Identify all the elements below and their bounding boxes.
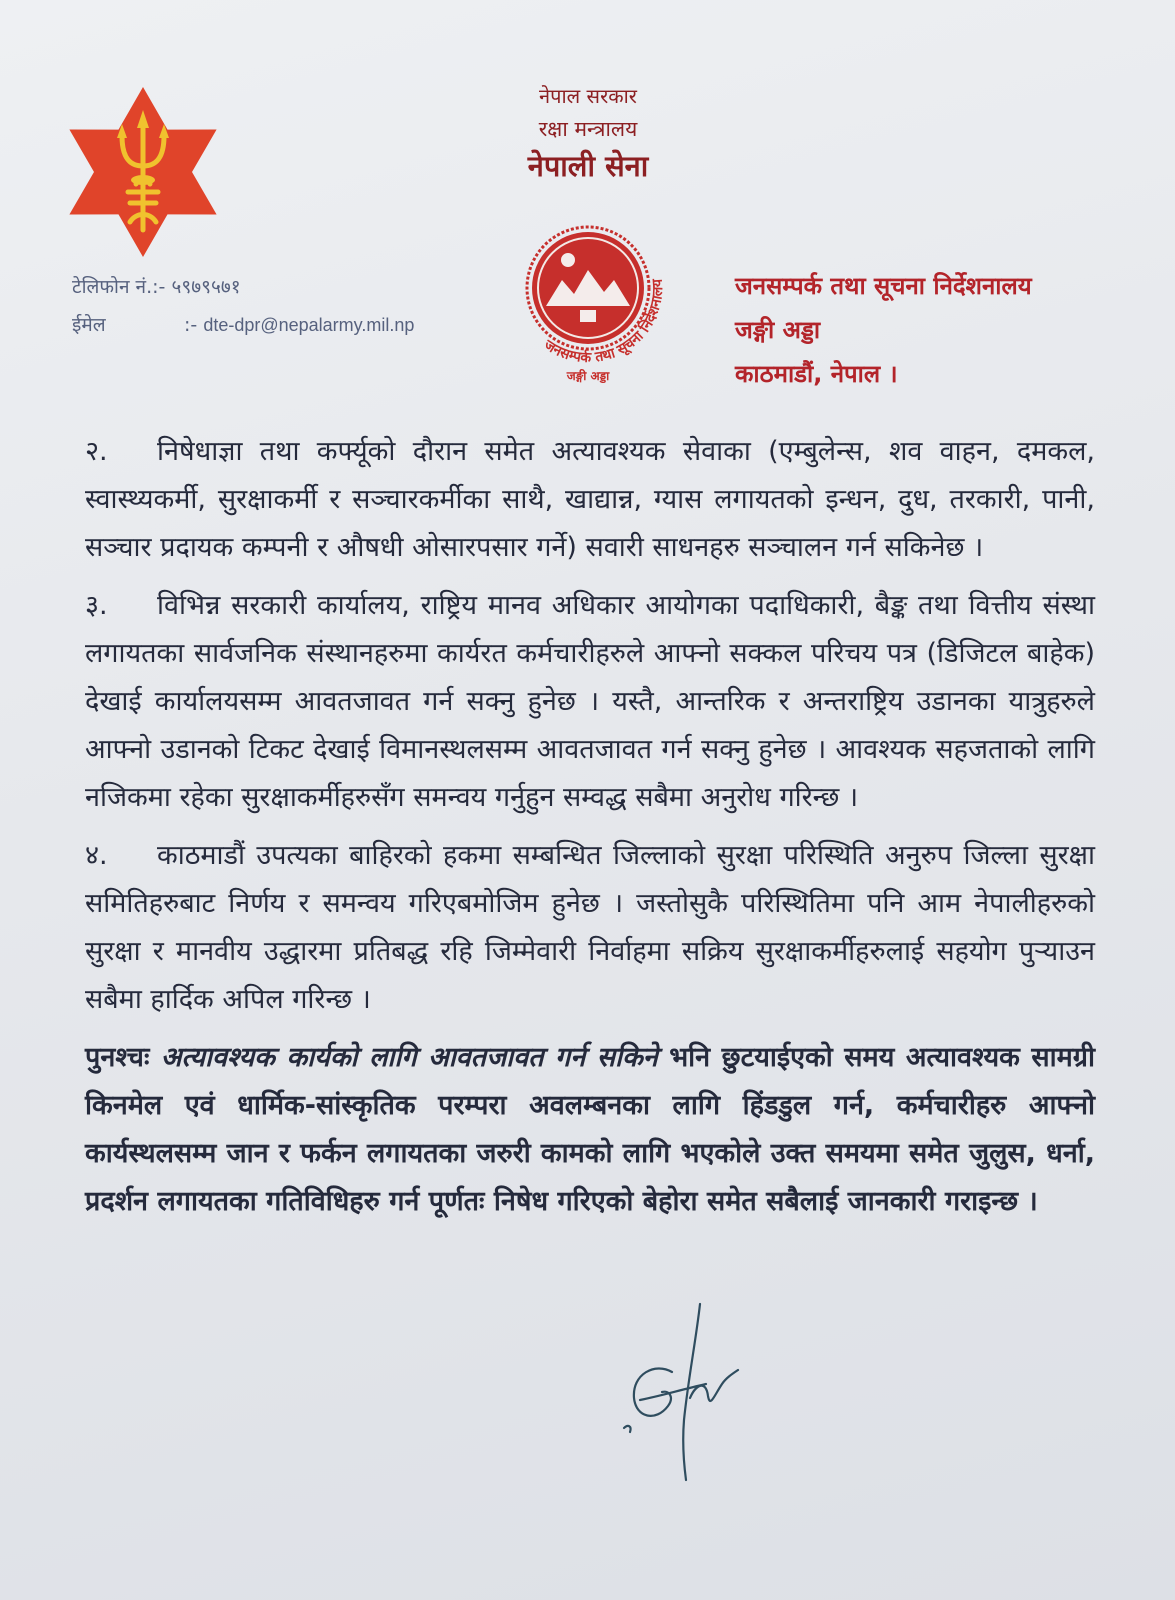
paragraph-2 <box>85 428 1095 572</box>
paragraph-3 <box>85 582 1095 822</box>
office-block <box>735 264 1155 396</box>
office-location: काठमाडौं, नेपाल । <box>735 360 898 388</box>
directorate-seal-icon <box>500 218 680 388</box>
postscript <box>85 1034 1095 1226</box>
email-row <box>72 306 482 344</box>
paragraph-text: काठमाडौं उपत्यका बाहिरको हकमा सम्बन्धित जिल्लाको सुरक्षा परिस्थिति अनुरुप जिल्ला सुरक्षा समितिहरुबाट निर्णय र समन्वय गरिएबमोजिम हुनेछ । जस्तोसुकै परिस्थितिमा पनि आम नेपालीहरुको सुरक्षा र मानवीय उद्धारमा प्रतिबद्ध रहि जिम्मेवारी निर्वाहमा सक्रिय सुरक्षाकर्मीहरुलाई सहयोग पुऱ्याउन सबैमा हार्दिक अपिल गरिन्छ । <box>85 840 1095 1015</box>
seal-arc-textpath: जनसम्पर्क तथा सूचना निर्देशनालय <box>541 278 667 367</box>
postscript-label: पुनश्चः <box>85 1042 150 1073</box>
building-icon <box>580 310 596 322</box>
paragraph-number: २. <box>85 436 108 467</box>
paragraph-text: निषेधाज्ञा तथा कर्फ्यूको दौरान समेत अत्यावश्यक सेवाका (एम्बुलेन्स, शव वाहन, दमकल, स्वास्थ्यकर्मी, सुरक्षाकर्मी र सञ्चारकर्मीका साथै, खाद्यान्न, ग्यास लगायतको इन्धन, दुध, तरकारी, पानी, सञ्चार प्रदायक कम्पनी र औषधी ओसारपसार गर्ने) सवारी साधनहरु सञ्चालन गर्न सकिनेछ । <box>85 436 1095 563</box>
paragraph-number: ४. <box>85 840 108 871</box>
phone-row <box>72 268 482 306</box>
office-unit: जङ्गी अड्डा <box>735 316 821 344</box>
paragraph-text: विभिन्न सरकारी कार्यालय, राष्ट्रिय मानव अधिकार आयोगका पदाधिकारी, बैङ्क तथा वित्तीय संस्था लगायतका सार्वजनिक संस्थानहरुमा कार्यरत कर्मचारीहरुले आफ्नो सक्कल परिचय पत्र (डिजिटल बाहेक) देखाई कार्यालयसम्म आवतजावत गर्न सक्नु हुनेछ । यस्तै, आन्तरिक र अन्तराष्ट्रिय उडानका यात्रुहरुले आफ्नो उडानको टिकट देखाई विमानस्थलसम्म आवतजावत गर्न सक्नु हुनेछ । आवश्यक सहजताको लागि नजिकमा रहेका सुरक्षाकर्मीहरुसँग समन्वय गर्नुहुन सम्वद्ध सबैमा अनुरोध गरिन्छ । <box>85 590 1095 813</box>
email-label: ईमेल <box>72 314 106 336</box>
email-separator: :- <box>184 314 198 336</box>
nepal-army-star-trident-icon <box>60 80 230 265</box>
ministry-heading: रक्षा मन्त्रालय <box>538 117 638 141</box>
office-name: जनसम्पर्क तथा सूचना निर्देशनालय <box>735 272 1032 300</box>
organization-heading: नेपाली सेना <box>527 149 649 183</box>
phone-label: टेलिफोन नं.:- <box>72 276 166 298</box>
letter-body <box>85 428 1095 1236</box>
handwritten-signature-icon <box>610 1300 750 1485</box>
postscript-text: भनि छुटयाईएको समय अत्यावश्यक सामग्री किनमेल एवं धार्मिक-सांस्कृतिक परम्परा अवलम्बनका लागि हिंडडुल गर्न, कर्मचारीहरु आफ्नो कार्यस्थलसम्म जान र फर्कन लगायतका जरुरी कामको लागि भएकोले उक्त समयमा समेत जुलुस, धर्ना, प्रदर्शन लगायतका गतिविधिहरु गर्न पूर्णतः निषेध गरिएको बेहोरा समेत सबैलाई जानकारी गराइन्छ । <box>85 1042 1095 1217</box>
government-heading: नेपाल सरकार <box>539 84 637 108</box>
paragraph-4 <box>85 832 1095 1024</box>
email-address: dte-dpr@nepalarmy.mil.np <box>203 315 415 335</box>
contact-block <box>72 268 482 344</box>
sun-icon <box>561 253 575 267</box>
seal-bottom-text: जङ्गी अड्डा <box>566 369 610 383</box>
postscript-emphasis: अत्यावश्यक कार्यको लागि आवतजावत गर्न सकिने <box>160 1042 658 1073</box>
phone-number: ५९७९५७१ <box>171 276 241 298</box>
paragraph-number: ३. <box>85 590 108 621</box>
